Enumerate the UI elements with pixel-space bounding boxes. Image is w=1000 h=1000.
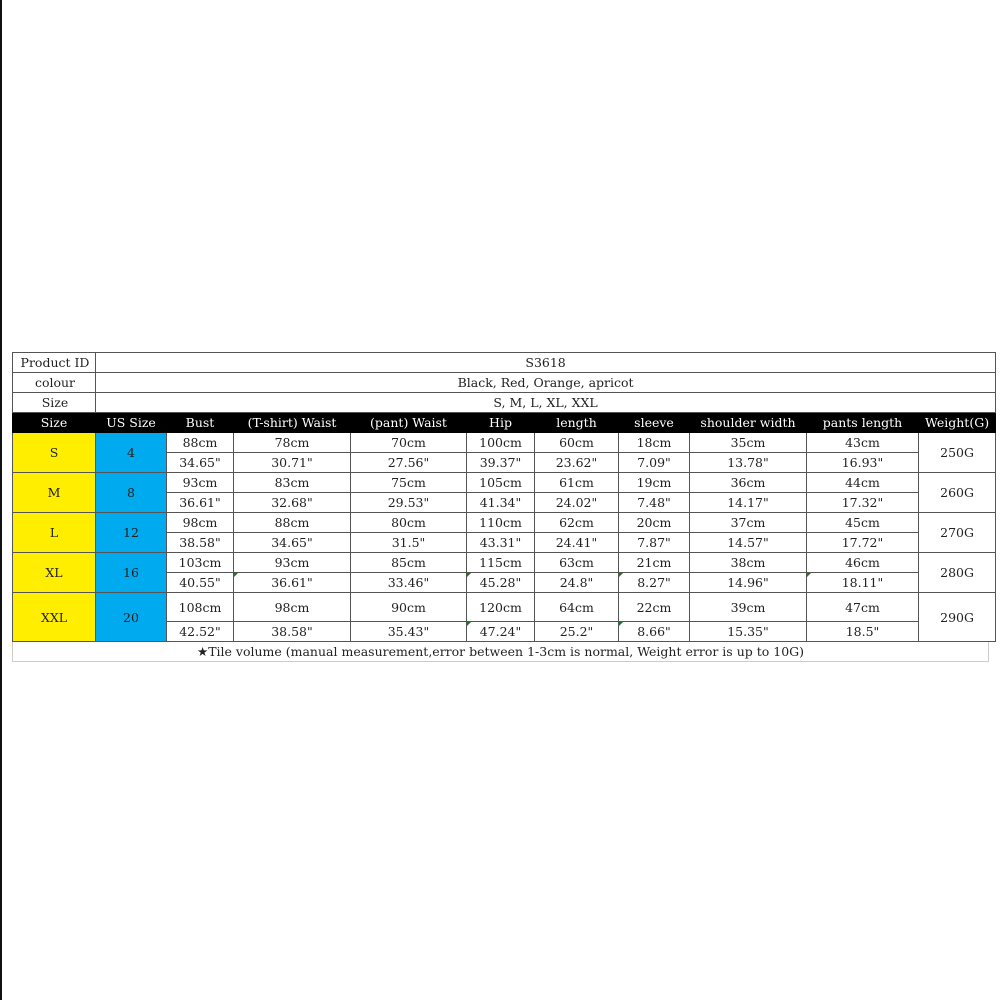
cm-value-cell: 60cm	[535, 433, 619, 453]
cm-value-cell: 93cm	[167, 473, 234, 493]
inch-value-cell: 34.65"	[167, 453, 234, 473]
inch-value-cell: 36.61"	[167, 493, 234, 513]
inch-value-cell: 38.58"	[234, 622, 351, 642]
table-body	[13, 353, 996, 642]
inch-value-cell: 17.72"	[807, 533, 919, 553]
header-sleeve: sleeve	[619, 413, 690, 433]
header-weight: Weight(G)	[919, 413, 996, 433]
cm-value-cell: 80cm	[351, 513, 467, 533]
size-row-cm	[13, 513, 996, 533]
cm-value-cell: 105cm	[467, 473, 535, 493]
inch-value-cell: 45.28"	[467, 573, 535, 593]
cm-value-cell: 70cm	[351, 433, 467, 453]
inch-value-cell: 14.57"	[690, 533, 807, 553]
inch-value-cell: 14.17"	[690, 493, 807, 513]
inch-value-cell: 35.43"	[351, 622, 467, 642]
cm-value-cell: 100cm	[467, 433, 535, 453]
cm-value-cell: 46cm	[807, 553, 919, 573]
size-chart-table	[12, 352, 996, 642]
cm-value-cell: 83cm	[234, 473, 351, 493]
inch-value-cell: 39.37"	[467, 453, 535, 473]
inch-value-cell: 24.8"	[535, 573, 619, 593]
inch-value-cell: 13.78"	[690, 453, 807, 473]
inch-value-cell: 42.52"	[167, 622, 234, 642]
cm-value-cell: 19cm	[619, 473, 690, 493]
colour-label: colour	[13, 373, 96, 393]
cm-value-cell: 45cm	[807, 513, 919, 533]
cm-value-cell: 108cm	[167, 593, 234, 622]
cm-value-cell: 18cm	[619, 433, 690, 453]
cm-value-cell: 47cm	[807, 593, 919, 622]
colour-row	[13, 373, 996, 393]
inch-value-cell: 24.41"	[535, 533, 619, 553]
inch-value-cell: 17.32"	[807, 493, 919, 513]
cm-value-cell: 78cm	[234, 433, 351, 453]
inch-value-cell: 27.56"	[351, 453, 467, 473]
cm-value-cell: 88cm	[234, 513, 351, 533]
cm-value-cell: 37cm	[690, 513, 807, 533]
header-pant-waist: (pant) Waist	[351, 413, 467, 433]
inch-value-cell: 7.48"	[619, 493, 690, 513]
inch-value-cell: 15.35"	[690, 622, 807, 642]
cm-value-cell: 44cm	[807, 473, 919, 493]
cm-value-cell: 98cm	[234, 593, 351, 622]
cm-value-cell: 35cm	[690, 433, 807, 453]
inch-value-cell: 36.61"	[234, 573, 351, 593]
cm-value-cell: 22cm	[619, 593, 690, 622]
size-chart	[12, 352, 989, 662]
header-tshirt-waist: (T-shirt) Waist	[234, 413, 351, 433]
left-border-line	[0, 0, 2, 1000]
inch-value-cell: 43.31"	[467, 533, 535, 553]
header-size: Size	[13, 413, 96, 433]
header-length: length	[535, 413, 619, 433]
inch-value-cell: 31.5"	[351, 533, 467, 553]
cm-value-cell: 62cm	[535, 513, 619, 533]
inch-value-cell: 30.71"	[234, 453, 351, 473]
size-row-cm	[13, 593, 996, 622]
cm-value-cell: 88cm	[167, 433, 234, 453]
size-row-cm	[13, 553, 996, 573]
measurement-note: ★Tile volume (manual measurement,error between 1-3cm is normal, Weight error is up to 10G)	[12, 642, 989, 662]
cm-value-cell: 39cm	[690, 593, 807, 622]
inch-value-cell: 24.02"	[535, 493, 619, 513]
inch-value-cell: 23.62"	[535, 453, 619, 473]
inch-value-cell: 14.96"	[690, 573, 807, 593]
size-list-value: S, M, L, XL, XXL	[96, 393, 996, 413]
inch-value-cell: 32.68"	[234, 493, 351, 513]
inch-value-cell: 40.55"	[167, 573, 234, 593]
inch-value-cell: 25.2"	[535, 622, 619, 642]
size-row-cm	[13, 433, 996, 453]
size-list-row	[13, 393, 996, 413]
cm-value-cell: 110cm	[467, 513, 535, 533]
inch-value-cell: 47.24"	[467, 622, 535, 642]
cm-value-cell: 115cm	[467, 553, 535, 573]
cm-value-cell: 36cm	[690, 473, 807, 493]
us-size-cell: 16	[96, 553, 167, 593]
header-bust: Bust	[167, 413, 234, 433]
cm-value-cell: 43cm	[807, 433, 919, 453]
weight-cell: 270G	[919, 513, 996, 553]
weight-cell: 250G	[919, 433, 996, 473]
cm-value-cell: 38cm	[690, 553, 807, 573]
cm-value-cell: 64cm	[535, 593, 619, 622]
header-shoulder-width: shoulder width	[690, 413, 807, 433]
header-hip: Hip	[467, 413, 535, 433]
size-cell: XL	[13, 553, 96, 593]
header-pants-length: pants length	[807, 413, 919, 433]
us-size-cell: 4	[96, 433, 167, 473]
weight-cell: 260G	[919, 473, 996, 513]
cm-value-cell: 98cm	[167, 513, 234, 533]
cm-value-cell: 103cm	[167, 553, 234, 573]
inch-value-cell: 7.87"	[619, 533, 690, 553]
product-id-row	[13, 353, 996, 373]
cm-value-cell: 20cm	[619, 513, 690, 533]
colour-value: Black, Red, Orange, apricot	[96, 373, 996, 393]
cm-value-cell: 63cm	[535, 553, 619, 573]
inch-value-cell: 8.66"	[619, 622, 690, 642]
cm-value-cell: 61cm	[535, 473, 619, 493]
us-size-cell: 12	[96, 513, 167, 553]
weight-cell: 280G	[919, 553, 996, 593]
size-list-label: Size	[13, 393, 96, 413]
cm-value-cell: 93cm	[234, 553, 351, 573]
inch-value-cell: 29.53"	[351, 493, 467, 513]
size-cell: M	[13, 473, 96, 513]
inch-value-cell: 7.09"	[619, 453, 690, 473]
inch-value-cell: 8.27"	[619, 573, 690, 593]
inch-value-cell: 38.58"	[167, 533, 234, 553]
header-row	[13, 413, 996, 433]
cm-value-cell: 120cm	[467, 593, 535, 622]
inch-value-cell: 18.11"	[807, 573, 919, 593]
cm-value-cell: 21cm	[619, 553, 690, 573]
weight-cell: 290G	[919, 593, 996, 642]
us-size-cell: 8	[96, 473, 167, 513]
us-size-cell: 20	[96, 593, 167, 642]
inch-value-cell: 33.46"	[351, 573, 467, 593]
inch-value-cell: 18.5"	[807, 622, 919, 642]
cm-value-cell: 75cm	[351, 473, 467, 493]
size-row-cm	[13, 473, 996, 493]
inch-value-cell: 34.65"	[234, 533, 351, 553]
size-cell: S	[13, 433, 96, 473]
cm-value-cell: 85cm	[351, 553, 467, 573]
inch-value-cell: 41.34"	[467, 493, 535, 513]
product-id-label: Product ID	[13, 353, 96, 373]
cm-value-cell: 90cm	[351, 593, 467, 622]
size-cell: L	[13, 513, 96, 553]
product-id-value: S3618	[96, 353, 996, 373]
inch-value-cell: 16.93"	[807, 453, 919, 473]
size-cell: XXL	[13, 593, 96, 642]
header-us-size: US Size	[96, 413, 167, 433]
